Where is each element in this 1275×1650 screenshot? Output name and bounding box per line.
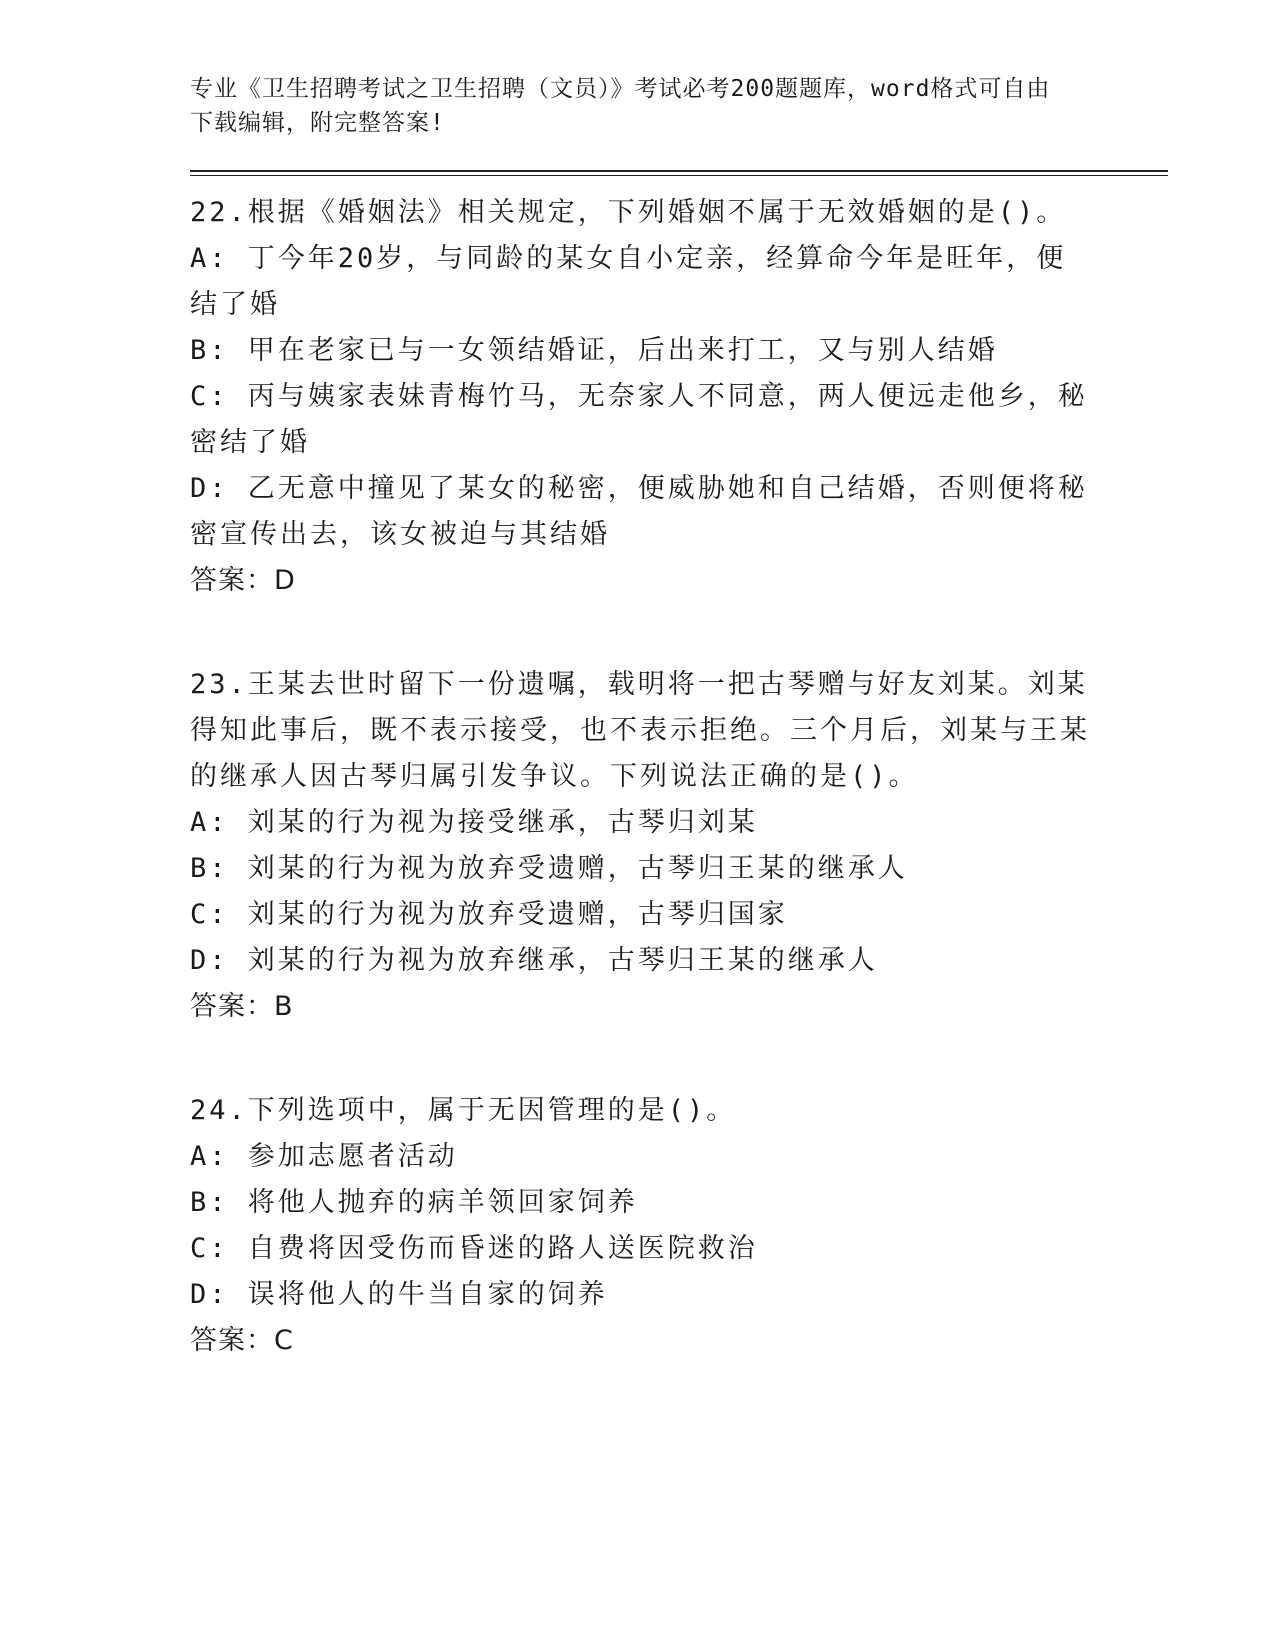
header-divider — [190, 170, 1168, 176]
option-d: D: 乙无意中撞见了某女的秘密，便威胁她和自己结婚，否则便将秘密宣传出去，该女被迫与其结婚 — [190, 473, 1088, 550]
document-page — [190, 72, 1170, 1364]
option-a: A: 参加志愿者活动 — [190, 1141, 458, 1172]
answer-line: 答案：B — [190, 991, 294, 1022]
question-24 — [190, 1088, 1170, 1364]
question-stem: 23.王某去世时留下一份遗嘱，载明将一把古琴赠与好友刘某。刘某得知此事后，既不表示接受，也不表示拒绝。三个月后，刘某与王某的继承人因古琴归属引发争议。下列说法正确的是()。 — [190, 669, 1090, 792]
option-d: D: 误将他人的牛当自家的饲养 — [190, 1279, 608, 1310]
option-c: C: 自费将因受伤而昏迷的路人送医院救治 — [190, 1233, 758, 1264]
option-c: C: 刘某的行为视为放弃受遗赠，古琴归国家 — [190, 899, 788, 930]
option-b: B: 将他人抛弃的病羊领回家饲养 — [190, 1187, 638, 1218]
option-d: D: 刘某的行为视为放弃继承，古琴归王某的继承人 — [190, 945, 878, 976]
question-23 — [190, 662, 1170, 1030]
option-a: A: 丁今年20岁，与同龄的某女自小定亲，经算命今年是旺年，便结了婚 — [190, 243, 1067, 320]
question-stem: 22.根据《婚姻法》相关规定，下列婚姻不属于无效婚姻的是()。 — [190, 197, 1067, 228]
answer-line: 答案：D — [190, 565, 296, 596]
question-stem: 24.下列选项中，属于无因管理的是()。 — [190, 1095, 737, 1126]
option-a: A: 刘某的行为视为接受继承，古琴归刘某 — [190, 807, 758, 838]
question-22 — [190, 190, 1170, 604]
document-header: 专业《卫生招聘考试之卫生招聘（文员）》考试必考200题题库，word格式可自由下载编辑，附完整答案! — [190, 76, 1051, 136]
answer-line: 答案：C — [190, 1325, 294, 1356]
option-b: B: 刘某的行为视为放弃受遗赠，古琴归王某的继承人 — [190, 853, 908, 884]
option-b: B: 甲在老家已与一女领结婚证，后出来打工，又与别人结婚 — [190, 335, 998, 366]
option-c: C: 丙与姨家表妹青梅竹马，无奈家人不同意，两人便远走他乡，秘密结了婚 — [190, 381, 1088, 458]
